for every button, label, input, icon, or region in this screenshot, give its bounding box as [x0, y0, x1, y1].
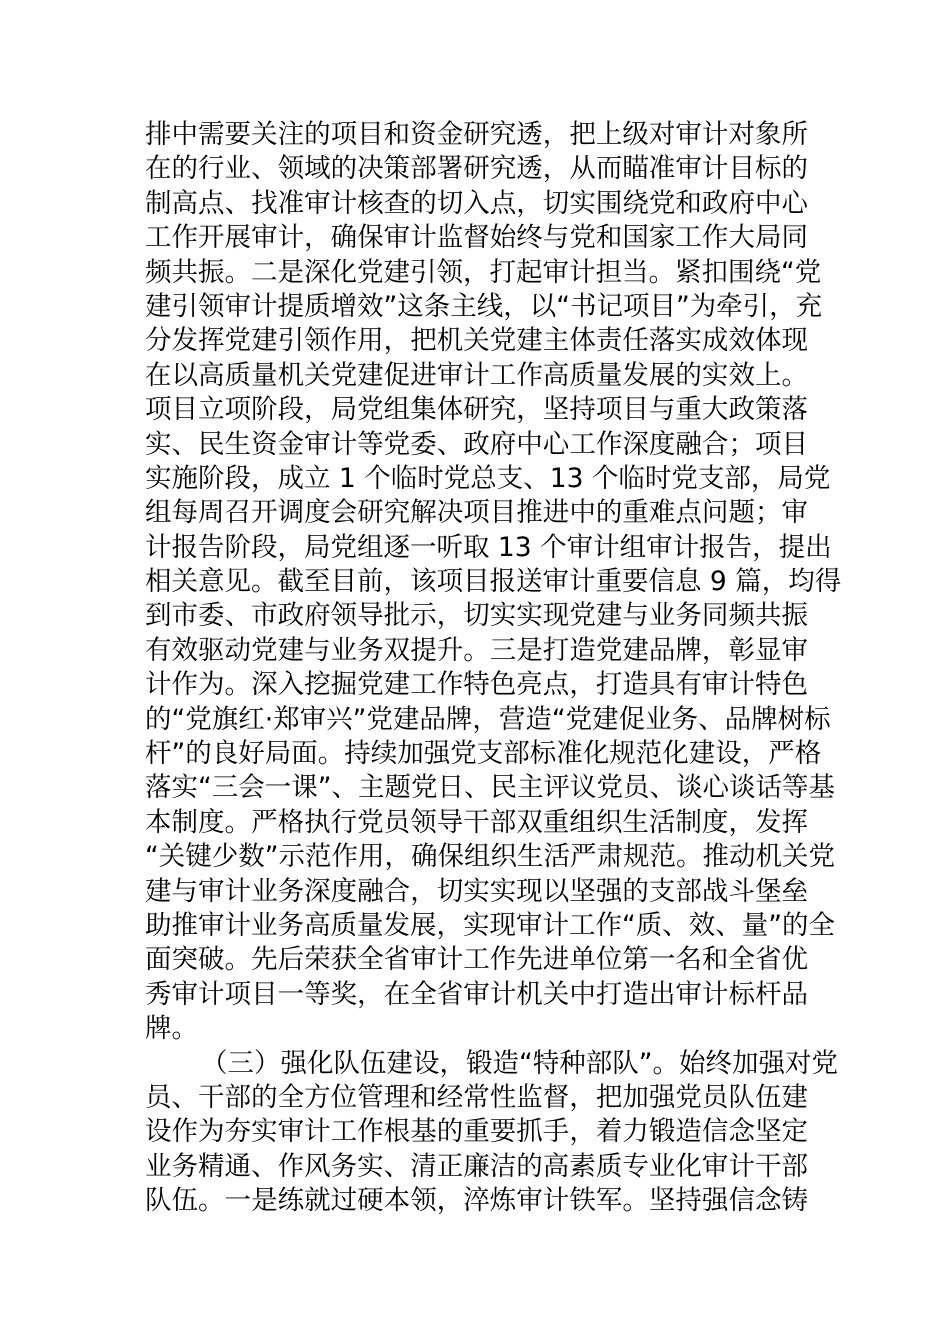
text-line: 秀审计项目一等奖，在全省审计机关中打造出审计标杆品	[145, 978, 808, 1010]
text-line: 有效驱动党建与业务双提升。三是打造党建品牌，彰显审	[145, 634, 808, 666]
text-line: 杆”的良好局面。持续加强党支部标准化规范化建设，严格	[145, 738, 822, 770]
text-line: 本制度。严格执行党员领导干部双重组织生活制度，发挥	[145, 806, 808, 838]
text-line: 分发挥党建引领作用，把机关党建主体责任落实成效体现	[145, 325, 808, 357]
text-line: 项目立项阶段，局党组集体研究，坚持项目与重大政策落	[145, 394, 808, 426]
text-line: 业务精通、作风务实、清正廉洁的高素质专业化审计干部	[145, 1150, 808, 1182]
text-line: 的“党旗红·郑审兴”党建品牌，营造“党建促业务、品牌树标	[145, 703, 831, 735]
text-line: 实施阶段，成立 1 个临时党总支、13 个临时党支部，局党	[145, 462, 831, 494]
text-line: 组每周召开调度会研究解决项目推进中的重难点问题；审	[145, 497, 808, 529]
text-line: 相关意见。截至目前，该项目报送审计重要信息 9 篇，均得	[145, 566, 842, 598]
text-line: 员、干部的全方位管理和经常性监督，把加强党员队伍建	[145, 1081, 808, 1113]
text-line: 制高点、找准审计核查的切入点，切实围绕党和政府中心	[145, 187, 808, 219]
text-line: 排中需要关注的项目和资金研究透，把上级对审计对象所	[145, 119, 808, 150]
document-body	[145, 118, 842, 1219]
text-line: 牌。	[145, 1013, 198, 1045]
text-line: 面突破。先后荣获全省审计工作先进单位第一名和全省优	[145, 944, 808, 976]
text-line: 频共振。二是深化党建引领，打起审计担当。紧扣围绕“党	[145, 256, 822, 288]
section-heading-line: （三）强化队伍建设，锻造“特种部队”。始终加强对党	[201, 1047, 838, 1079]
text-line: 设作为夯实审计工作根基的重要抓手，着力锻造信念坚定	[145, 1116, 808, 1148]
text-line: 在以高质量机关党建促进审计工作高质量发展的实效上。	[145, 359, 808, 391]
text-line: 落实“三会一课”、主题党日、民主评议党员、谈心谈话等基	[145, 772, 835, 804]
text-line: 在的行业、领域的决策部署研究透，从而瞄准审计目标的	[145, 153, 808, 185]
text-line: 工作开展审计，确保审计监督始终与党和国家工作大局同	[145, 222, 808, 254]
text-line: 建与审计业务深度融合，切实实现以坚强的支部战斗堡垒	[145, 875, 808, 907]
text-line: 计作为。深入挖掘党建工作特色亮点，打造具有审计特色	[145, 669, 808, 701]
text-line: 实、民生资金审计等党委、政府中心工作深度融合；项目	[145, 428, 808, 460]
text-line: 队伍。一是练就过硬本领，淬炼审计铁军。坚持强信念铸	[145, 1185, 808, 1217]
text-line: 计报告阶段，局党组逐一听取 13 个审计组审计报告，提出	[145, 531, 832, 563]
text-line: 到市委、市政府领导批示，切实实现党建与业务同频共振	[145, 600, 808, 632]
text-line: 建引领审计提质增效”这条主线，以“书记项目”为牵引，充	[145, 290, 823, 322]
text-line: “关键少数”示范作用，确保组织生活严肃规范。推动机关党	[145, 841, 835, 873]
text-line: 助推审计业务高质量发展，实现审计工作“质、效、量”的全	[145, 909, 835, 941]
